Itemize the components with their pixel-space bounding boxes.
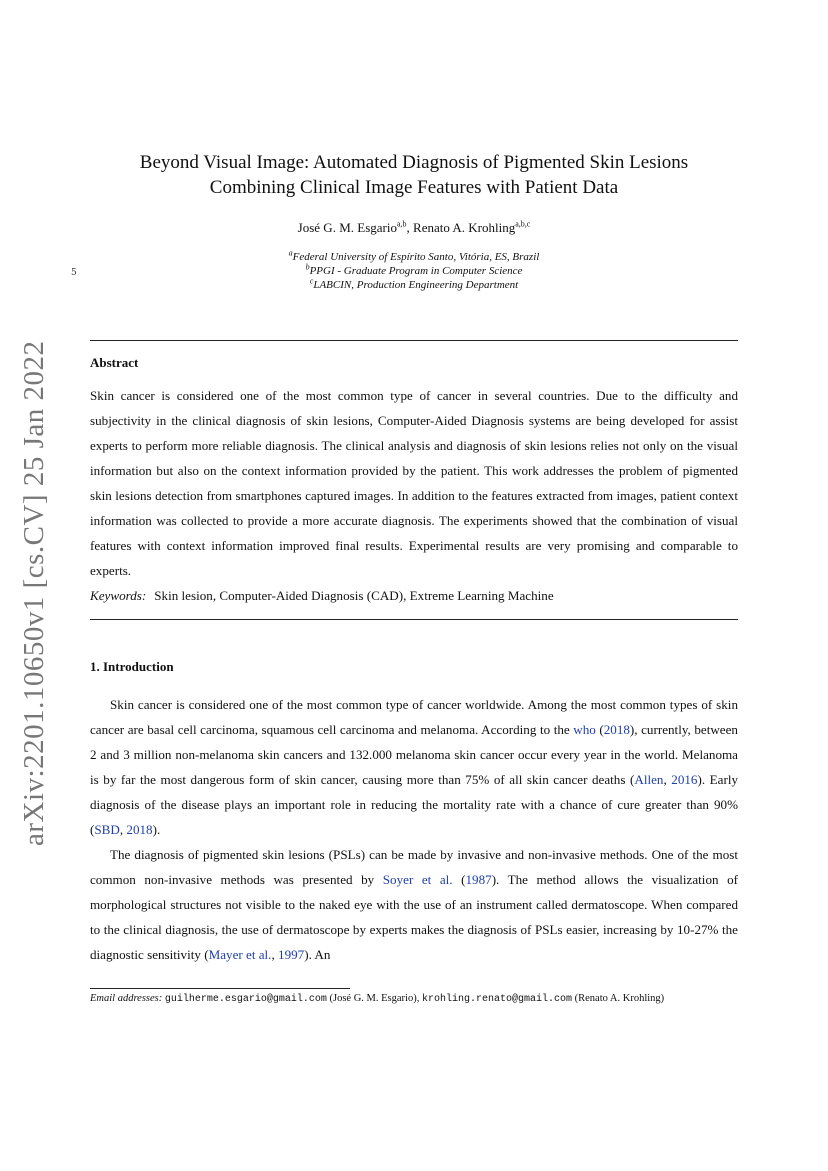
email-address[interactable]: krohling.renato@gmail.com bbox=[421, 994, 572, 1005]
citation-link[interactable]: SBD bbox=[94, 822, 120, 837]
affiliation-list bbox=[90, 250, 738, 292]
affiliation-mark: a bbox=[288, 248, 293, 258]
affiliation-text: Federal University of Espírito Santo, Vitória, ES, Brazil bbox=[292, 251, 540, 263]
citation-link[interactable]: Mayer et al. bbox=[208, 947, 272, 962]
author-affiliation-marks: a,b bbox=[396, 219, 407, 229]
citation-link[interactable]: 1997 bbox=[278, 947, 305, 962]
introduction-paragraph-1 bbox=[90, 692, 738, 842]
author-list bbox=[90, 220, 738, 236]
affiliation-mark: b bbox=[305, 262, 310, 272]
paragraph-text: The diagnosis of pigmented skin lesions (PSLs) can be made by invasive and non-invasive methods. One of the most common non-invasive methods was presented by bbox=[90, 847, 738, 887]
keywords-label: Keywords: bbox=[90, 588, 147, 603]
affiliation-mark: c bbox=[309, 276, 314, 286]
paragraph-text: ). bbox=[152, 822, 161, 837]
author-name: José G. M. Esgario bbox=[297, 220, 397, 235]
affiliation-text: LABCIN, Production Engineering Department bbox=[313, 279, 519, 291]
paragraph-text: ). The method allows the visualization of morphological structures not visible to the naked eye with the use of an instrument called dermatoscope. When compared to the clinical diagnosis, the use of dermatoscope by experts makes the diagnosis of PSLs easier, increasing by 10-27% the diagnostic sensitivity ( bbox=[90, 872, 738, 962]
paragraph-text: ( bbox=[595, 722, 604, 737]
footnote-email bbox=[90, 992, 730, 1007]
citation-link[interactable]: Allen bbox=[634, 772, 664, 787]
footnote-text: (José G. M. Esgario), bbox=[326, 993, 422, 1004]
footnote-text: (Renato A. Krohling) bbox=[572, 993, 665, 1004]
keywords-text: Skin lesion, Computer-Aided Diagnosis (CAD), Extreme Learning Machine bbox=[154, 588, 554, 603]
keywords bbox=[90, 588, 738, 604]
footnote-label: Email addresses: bbox=[90, 993, 163, 1004]
affiliation-text: PPGI - Graduate Program in Computer Science bbox=[309, 265, 523, 277]
citation-link[interactable]: 2018 bbox=[126, 822, 153, 837]
arxiv-identifier: arXiv:2201.10650v1 [cs.CV] 25 Jan 2022 bbox=[18, 340, 50, 846]
affiliation bbox=[90, 250, 738, 264]
line-number: 5 bbox=[71, 268, 77, 278]
author-affiliation-marks: a,b,c bbox=[515, 219, 531, 229]
citation-link[interactable]: 2018 bbox=[603, 722, 630, 737]
paragraph-text: Skin cancer is considered one of the most common type of cancer worldwide. Among the most common types of skin cancer are basal cell carcinoma, squamous cell carcinoma and melanoma. According to the bbox=[90, 697, 738, 737]
paragraph-text: , bbox=[271, 947, 279, 962]
introduction-heading: 1. Introduction bbox=[90, 659, 174, 674]
paragraph-text: , bbox=[663, 772, 672, 787]
author-name: Renato A. Krohling bbox=[413, 220, 516, 235]
footnote-rule bbox=[90, 988, 350, 989]
introduction-paragraph-2 bbox=[90, 842, 738, 967]
abstract-heading: Abstract bbox=[90, 355, 139, 370]
abstract-top-rule bbox=[90, 340, 738, 341]
affiliation bbox=[90, 278, 738, 292]
affiliation bbox=[90, 264, 738, 278]
paragraph-text: ). Early diagnosis of the disease plays an important role in reducing the mortality rate with a chance of cure greater than 90% ( bbox=[90, 772, 739, 837]
citation-link[interactable]: Soyer et al. bbox=[382, 872, 453, 887]
title-line-1: Beyond Visual Image: Automated Diagnosis of Pigmented Skin Lesions bbox=[139, 152, 689, 173]
abstract-text: Skin cancer is considered one of the most common type of cancer in several countries. Due to the difficulty and subjectivity in the clinical diagnosis of skin lesions, Computer-Aided Diagnosis systems are being developed for assist experts to perform more reliable diagnosis. The clinical analysis and diagnosis of skin lesions relies not only on the visual information but also on the context information provided by the patient. This work addresses the problem of pigmented skin lesions detection from smartphones captured images. In addition to the features extracted from images, patient context information was collected to provide a more accurate diagnosis. The experiments showed that the combination of visual features with context information improved final results. Experimental results are very promising and comparable to experts. bbox=[90, 388, 738, 578]
paragraph-text: ), currently, between 2 and 3 million non-melanoma skin cancers and 132.000 melanoma skin cancer occur every year in the world. Melanoma is by far the most dangerous form of skin cancer, causing more than 75% of all skin cancer deaths ( bbox=[90, 722, 738, 787]
title-line-2: Combining Clinical Image Features with Patient Data bbox=[209, 177, 619, 198]
paragraph-text: ). An bbox=[304, 947, 331, 962]
citation-link[interactable]: 2016 bbox=[671, 772, 698, 787]
citation-link[interactable]: who bbox=[573, 722, 596, 737]
paper-title bbox=[90, 150, 738, 200]
abstract-bottom-rule bbox=[90, 619, 738, 620]
paragraph-text: , bbox=[119, 822, 127, 837]
citation-link[interactable]: 1987 bbox=[465, 872, 492, 887]
author-separator: , bbox=[406, 220, 414, 235]
paragraph-text: ( bbox=[452, 872, 466, 887]
email-address[interactable]: guilherme.esgario@gmail.com bbox=[164, 994, 327, 1005]
